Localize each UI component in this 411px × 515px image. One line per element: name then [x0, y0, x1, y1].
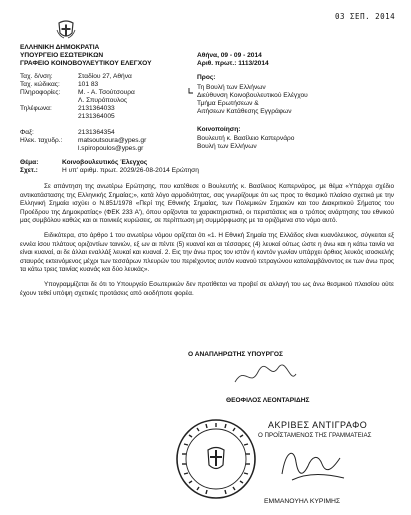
recipient-section: Τμήμα Ερωτήσεων &	[197, 100, 259, 107]
recipient-parliament: Τη Βουλή των Ελλήνων	[197, 84, 266, 91]
contact-label: Ηλεκ. ταχυδρ.:	[20, 137, 63, 144]
contact-label: Πληροφορίες:	[20, 89, 61, 96]
reference-label: Σχετ.:	[20, 167, 38, 174]
document-date: Αθήνα, 09 - 09 - 2014	[197, 52, 262, 59]
contact-value: matsoutsoura@ypes.gr	[78, 137, 147, 144]
certifier-name: ΕΜΜΑΝΟΥΗΛ ΚΥΡΙΜΗΣ	[264, 498, 341, 505]
contact-value: l.spiropoulos@ypes.gr	[78, 145, 144, 152]
certifier-signature	[272, 444, 352, 486]
recipient-arrow-icon	[188, 88, 194, 94]
contact-value: 2131364354	[78, 129, 115, 136]
cc-label: Κοινοποίηση:	[197, 126, 241, 133]
header-ministry: ΥΠΟΥΡΓΕΙΟ ΕΣΩΤΕΡΙΚΩΝ	[20, 52, 104, 59]
contact-value: 101 83	[78, 81, 99, 88]
contact-value: Μ. - Α. Τσούτσουρα	[78, 89, 135, 96]
contact-label: Ταχ. κώδικας:	[20, 81, 60, 88]
contact-value: Σταδίου 27, Αθήνα	[78, 73, 132, 80]
paragraph-1: Σε απάντηση της ανωτέρω Ερώτησης, που κατέθεσε ο Βουλευτής κ. Βασίλειος Καπερνάρος, με θέμα «Υπάρχει σχέδιο αντικατάστασης της Ελληνικής Σημαίας;», κατά λόγο αρμοδιότητας, σας γνωρίζουμε ότι ως προς το θεσμικό πλαίσιο σχετικά με την Ελληνική Σημαία ισχύει ο Ν.851/1978 «Περί της Εθνικής Σημαίας, των Πολεμικών Σημαιών και του Διακριτικού Σήματος του Προέδρου της Δημοκρατίας» (ΦΕΚ 233 Α'), όπου ορίζονται τα χαρακτηριστικά, οι περιστάσεις και ο τρόπος ανάρτησης του εθνικού μας συμβόλου καθώς και οι ποινικές κυρώσεις, σε περίπτωση μη συμμόρφωσης με τα οριζόμενα στο νόμο αυτό.	[20, 183, 394, 225]
letter-body	[20, 183, 394, 298]
date-stamp: 03 ΣΕΠ. 2014	[335, 12, 396, 21]
coat-of-arms-emblem	[56, 20, 76, 40]
recipient-section-2: Αιτήσεων Κατάθεσης Εγγράφων	[197, 108, 292, 115]
contact-value: Λ. Σπυρόπουλος	[78, 97, 128, 104]
cc-parliament: Βουλή των Ελλήνων	[197, 143, 257, 150]
recipients-label: Προς:	[197, 74, 216, 81]
contact-label: Τηλέφωνα:	[20, 105, 52, 112]
certifier-title: Ο ΠΡΟΪΣΤΑΜΕΝΟΣ ΤΗΣ ΓΡΑΜΜΑΤΕΙΑΣ	[258, 432, 372, 439]
contact-label: Φαξ:	[20, 129, 34, 136]
certified-copy-text: ΑΚΡΙΒΕΣ ΑΝΤΙΓΡΑΦΟ	[268, 420, 368, 430]
signatory-name: ΘΕΟΦΙΛΟΣ ΛΕΟΝΤΑΡΙΔΗΣ	[226, 397, 310, 404]
header-office: ΓΡΑΦΕΙΟ ΚΟΙΝΟΒΟΥΛΕΥΤΙΚΟΥ ΕΛΕΓΧΟΥ	[20, 60, 152, 67]
contact-label: Ταχ. δ/νση:	[20, 73, 53, 80]
cc-mp: Βουλευτή κ. Βασίλειο Καπερνάρο	[197, 135, 295, 142]
signature-scribble	[230, 360, 300, 390]
header-republic: ΕΛΛΗΝΙΚΗ ΔΗΜΟΚΡΑΤΙΑ	[20, 44, 100, 51]
recipient-directorate: Διεύθυνση Κοινοβουλευτικού Ελέγχου	[197, 92, 308, 99]
subject-label: Θέμα:	[20, 159, 39, 166]
signatory-role: Ο ΑΝΑΠΛΗΡΩΤΗΣ ΥΠΟΥΡΓΟΣ	[188, 351, 284, 358]
paragraph-3: Υπογραμμίζεται δε ότι το Υπουργείο Εσωτερικών δεν προτίθεται να προβεί σε αλλαγή του ως άνω θεσμικού πλαισίου ούτε έχουν τεθεί υπόψη σχετικές προτάσεις από οιοδήποτε φορέα.	[20, 280, 394, 297]
paragraph-2: Ειδικότερα, στο άρθρο 1 του ανωτέρω νόμου ορίζεται ότι «1. Η Εθνική Σημαία της Ελλάδος είναι κυανόλευκος, σύγκειται εξ εννέα ίσου πλάτους οριζοντίων ταινιών, εξ ων αι πέντε (5) κυαναί και αι τέσσαρες (4) λευκαί ούτως ώστε η άνω και η κάτω ταινία να είναι κυαναί, αι δε άλλαι εναλλάξ λευκαί και κυαναί. 2. Εις την άνω προς τον ιστόν ή κοντόν γωνίαν υπάρχει όρθιος λευκός ισοσκελής σταυρός εκτεινόμενος μέχρι των τεσσάρων πλευρών του περιέχοντος αυτόν κυανού τετραγώνου καταλαμβάνοντος εκ των άνω προς τα κάτω τρεις ταινίας κυανάς και δύο λευκάς».	[20, 231, 394, 274]
subject-value: Κοινοβουλευτικός Έλεγχος	[62, 159, 148, 166]
contact-value: 2131364033	[78, 105, 115, 112]
contact-value: 2131364005	[78, 113, 115, 120]
protocol-number: Αριθ. πρωτ.: 1113/2014	[197, 60, 269, 67]
official-seal	[175, 418, 257, 500]
reference-value: Η υπ' αριθμ. πρωτ. 2029/26-08-2014 Ερώτηση	[62, 167, 199, 174]
